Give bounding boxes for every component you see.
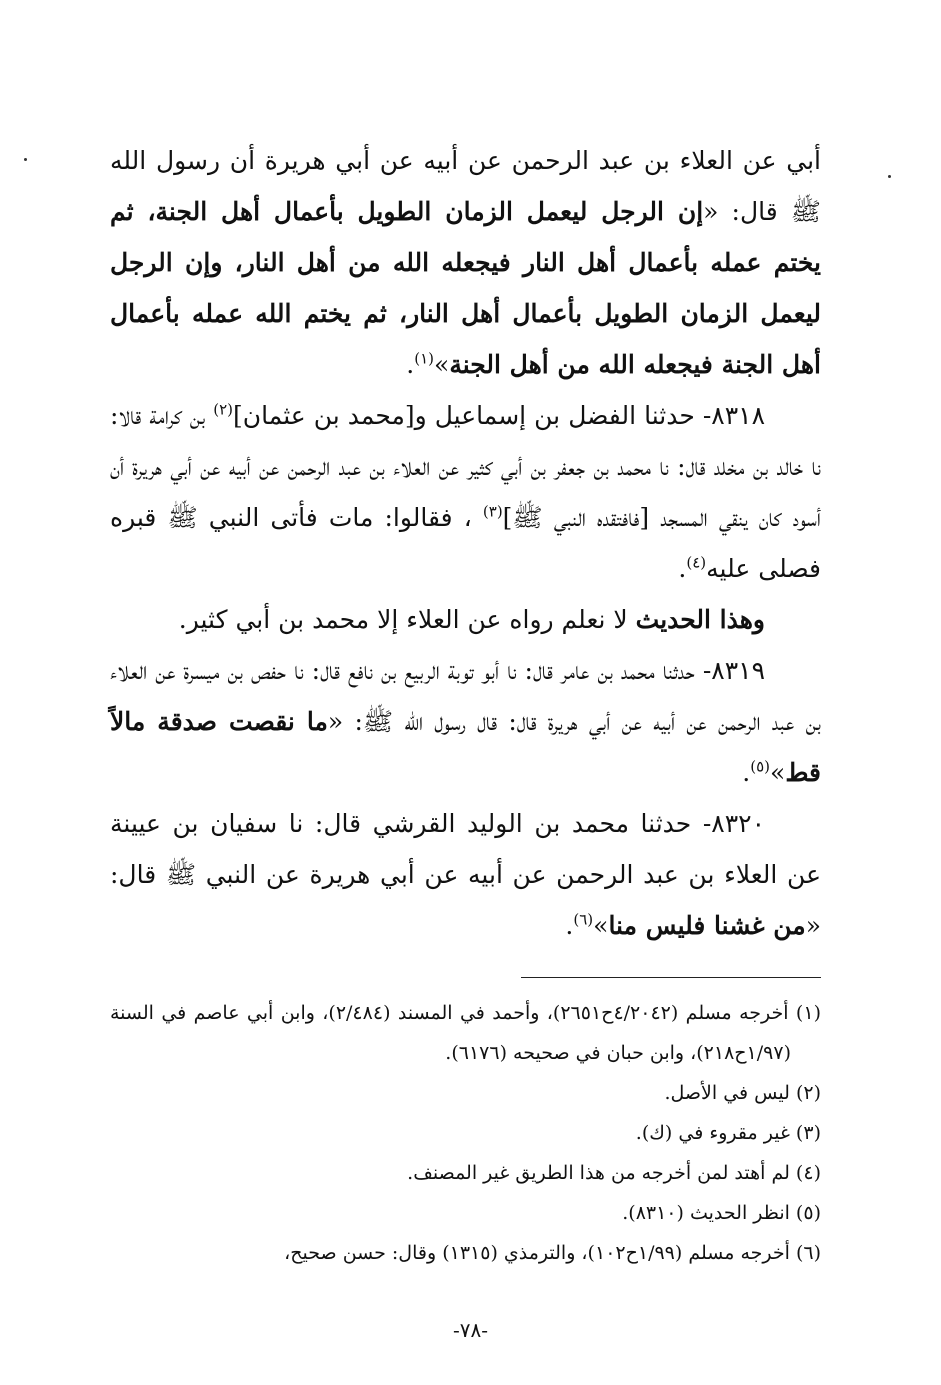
text-segment: » xyxy=(770,758,786,787)
text-segment: . xyxy=(565,911,574,940)
footnote: (٤) لم أهتد لمن أخرجه من هذا الطريق غير المصنف. xyxy=(407,1162,821,1184)
footnote: (١) أخرجه مسلم (٤/٢٠٤٢ح٢٦٥١)، وأحمد في المسند (٢/٤٨٤)، وابن أبي عاصم في السنة (١/٩٧ح٢١٨)، وابن حبان في صحيحه (٦١٧٦). xyxy=(110,1002,821,1064)
scan-speck xyxy=(24,158,27,161)
scan-speck xyxy=(888,175,891,178)
text-segment: ٨٣٢٠- حدثنا محمد بن الوليد القرشي قال: نا سفيان بن عيينة عن العلاء بن عبد الرحمن عن أبيه عن أبي هريرة عن النبي ﷺ قال: « xyxy=(110,809,821,940)
text-segment: . xyxy=(678,554,687,583)
text-segment: ٨٣١٨- حدثنا الفضل بن إسماعيل و[محمد بن عثمان] xyxy=(233,401,765,430)
footnote-ref: (٣) xyxy=(482,502,503,521)
footnote-separator xyxy=(521,977,821,978)
main-text xyxy=(110,135,821,951)
footnote-ref: (٢) xyxy=(213,400,234,419)
footnote-ref: (١) xyxy=(414,349,435,368)
footnote: (٣) غير مقروء في (ك). xyxy=(635,1122,821,1144)
text-segment: ، فقالوا: مات فأتى النبي ﷺ قبره فصلى عليه xyxy=(110,503,821,583)
footnote: (٦) أخرجه مسلم (١/٩٩ح١٠٢)، والترمذي (١٣١٥) وقال: حسن صحيح، xyxy=(284,1242,821,1264)
hadith-text: من غشنا فليس منا xyxy=(608,911,806,940)
text-segment: لا نعلم رواه عن العلاء إلا محمد بن أبي كثير. xyxy=(178,605,636,634)
paragraph xyxy=(110,390,821,594)
text-segment: أبي عن العلاء بن عبد الرحمن عن أبيه عن أبي هريرة أن رسول الله ﷺ قال: « xyxy=(110,146,821,226)
paragraph xyxy=(110,594,821,645)
footnote-ref: (٦) xyxy=(573,910,594,929)
paragraph xyxy=(110,645,821,798)
text-segment: . xyxy=(742,758,751,787)
footnotes xyxy=(110,993,821,1273)
text-segment: » xyxy=(434,350,450,379)
text-segment: ٨٣١٩- حدثنا محمد بن عامر قال: نا أبو توبة الربيع بن نافع قال: نا حفص بن ميسرة عن العلاء بن عبد الرحمن عن أبيه عن أبي هريرة قال: قال رسول الله ﷺ: « xyxy=(110,656,821,736)
text-segment: . xyxy=(406,350,415,379)
footnote: (٢) ليس في الأصل. xyxy=(664,1082,821,1104)
text-segment: » xyxy=(593,911,609,940)
footnote: (٥) انظر الحديث (٨٣١٠). xyxy=(622,1202,821,1224)
footnote-ref: (٤) xyxy=(686,553,707,572)
text-segment: بن كرامة قالا: نا خالد بن مخلد قال: نا محمد بن جعفر بن أبي كثير عن العلاء بن عبد الرحمن عن أبيه عن أبي هريرة أن أسود كان ينقي المسجد [فافتقده النبي ﷺ] xyxy=(110,401,821,532)
paragraph xyxy=(110,798,821,951)
footnote-ref: (٥) xyxy=(750,757,771,776)
hadith-text: وهذا الحديث xyxy=(635,605,765,634)
hadith-text: إن الرجل ليعمل الزمان الطويل بأعمال أهل الجنة، ثم يختم عمله بأعمال أهل النار فيجعله الله من أهل النار، وإن الرجل ليعمل الزمان الطويل بأعمال أهل النار، ثم يختم الله عمله بأعمال أهل الجنة فيجعله الله من أهل الجنة xyxy=(110,197,821,379)
hadith-text: ما نقصت صدقة مالاً قط xyxy=(110,707,821,787)
paragraph xyxy=(110,135,821,390)
page-number: -٧٨- xyxy=(452,1318,488,1342)
